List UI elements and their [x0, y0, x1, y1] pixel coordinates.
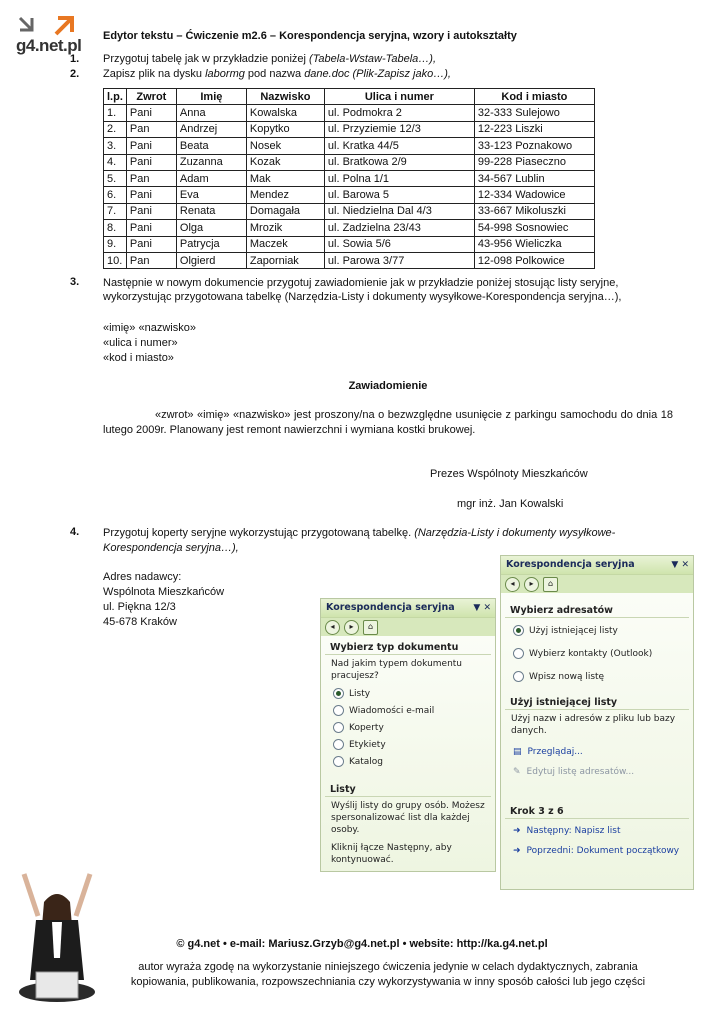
- col-header-ulica: Ulica i numer: [324, 89, 474, 105]
- sender-line-2: ul. Piękna 12/3: [103, 601, 176, 613]
- table-cell: Pani: [126, 203, 176, 219]
- table-cell: 1.: [104, 105, 127, 121]
- table-row: [104, 252, 595, 268]
- option-new-list[interactable]: Wpisz nową listę: [501, 668, 693, 685]
- step-3-number: 3.: [70, 276, 80, 288]
- pane-1-section-letters: Listy: [325, 778, 491, 797]
- footer-license: autor wyraża zgodę na wykorzystanie niniejszego ćwiczenia jedynie w celach dydaktycznych, zabrania kopiowania, publikowania, rozpowszechniania czy wykorzystywania w inny sposób całości lub jego części: [130, 961, 646, 988]
- forward-icon[interactable]: ▸: [524, 577, 539, 592]
- sender-label: Adres nadawcy:: [103, 571, 182, 583]
- table-row: [104, 170, 595, 186]
- pane-2-body: [501, 593, 693, 889]
- table-row: [104, 187, 595, 203]
- table-cell: 99-228 Piaseczno: [474, 154, 594, 170]
- table-cell: ul. Barowa 5: [324, 187, 474, 203]
- table-cell: ul. Niedzielna Dal 4/3: [324, 203, 474, 219]
- table-cell: 43-956 Wieliczka: [474, 236, 594, 252]
- col-header-zwrot: Zwrot: [126, 89, 176, 105]
- forward-icon[interactable]: ▸: [344, 620, 359, 635]
- table-cell: 33-123 Poznakowo: [474, 138, 594, 154]
- radio-icon[interactable]: [513, 648, 524, 659]
- table-cell: Domagała: [246, 203, 324, 219]
- table-cell: 12-098 Polkowice: [474, 252, 594, 268]
- arrow-right-icon: ➜: [513, 826, 521, 836]
- logo-text: g4.net.pl: [16, 36, 82, 55]
- table-cell: ul. Polna 1/1: [324, 170, 474, 186]
- back-icon[interactable]: ◂: [325, 620, 340, 635]
- pane-1-header: [321, 599, 495, 617]
- step-1-number: 1.: [70, 53, 80, 65]
- option-outlook-contacts[interactable]: Wybierz kontakty (Outlook): [501, 645, 693, 662]
- table-cell: Maczek: [246, 236, 324, 252]
- table-cell: Kozak: [246, 154, 324, 170]
- table-cell: Adam: [176, 170, 246, 186]
- table-cell: ul. Parowa 3/77: [324, 252, 474, 268]
- table-cell: 2.: [104, 121, 127, 137]
- table-row: [104, 203, 595, 219]
- pane-1-body: [321, 636, 495, 871]
- table-cell: Kowalska: [246, 105, 324, 121]
- table-cell: ul. Bratkowa 2/9: [324, 154, 474, 170]
- sender-line-3: 45-678 Kraków: [103, 616, 177, 628]
- table-cell: Zuzanna: [176, 154, 246, 170]
- table-cell: 9.: [104, 236, 127, 252]
- merge-field-street: «ulica i numer»: [103, 337, 178, 349]
- table-cell: 5.: [104, 170, 127, 186]
- table-cell: Patrycja: [176, 236, 246, 252]
- table-cell: Andrzej: [176, 121, 246, 137]
- table-cell: Pani: [126, 105, 176, 121]
- option-existing-list[interactable]: Użyj istniejącej listy: [501, 622, 693, 639]
- table-cell: 7.: [104, 203, 127, 219]
- home-icon[interactable]: ⌂: [543, 577, 558, 592]
- table-cell: ul. Kratka 44/5: [324, 138, 474, 154]
- pane-2-toolbar: [501, 574, 693, 593]
- merge-field-city: «kod i miasto»: [103, 352, 174, 364]
- pane-2-controls[interactable]: ▼ ✕: [671, 560, 689, 570]
- radio-icon[interactable]: [333, 756, 344, 767]
- col-header-kod: Kod i miasto: [474, 89, 594, 105]
- browse-link[interactable]: ▤ Przeglądaj...: [513, 747, 583, 757]
- table-cell: 32-333 Sulejowo: [474, 105, 594, 121]
- table-cell: 6.: [104, 187, 127, 203]
- table-icon: ▤: [513, 747, 522, 757]
- step-4-text: Przygotuj koperty seryjne wykorzystując przygotowaną tabelkę. (Narzędzia-Listy i dokumenty wysyłkowe-Korespondencja seryjna…),: [103, 527, 616, 554]
- table-header-row: [104, 89, 595, 105]
- arrow-left-icon: ➜: [513, 846, 521, 856]
- table-cell: 8.: [104, 220, 127, 236]
- table-cell: 10.: [104, 252, 127, 268]
- table-row: [104, 121, 595, 137]
- previous-step-link[interactable]: ➜ Poprzedni: Dokument początkowy: [513, 846, 680, 856]
- table-cell: Mendez: [246, 187, 324, 203]
- pane-2-step: Krok 3 z 6: [505, 800, 689, 819]
- address-table: [103, 88, 595, 269]
- table-cell: ul. Przyziemie 12/3: [324, 121, 474, 137]
- pane-1-controls[interactable]: ▼ ✕: [473, 603, 491, 613]
- table-cell: ul. Sowia 5/6: [324, 236, 474, 252]
- step-1-text: Przygotuj tabelę jak w przykładzie poniżej (Tabela-Wstaw-Tabela…),: [103, 53, 437, 65]
- notice-heading: Zawiadomienie: [348, 380, 428, 392]
- table-cell: Eva: [176, 187, 246, 203]
- table-cell: Anna: [176, 105, 246, 121]
- step-3-text: Następnie w nowym dokumencie przygotuj zawiadomienie jak w przykładzie poniżej stosując listy seryjne, wykorzystując przygotowana tabelkę (Narzędzia-Listy i dokumenty wysyłkowe-Korespondencja seryjna…),: [103, 277, 622, 303]
- mail-merge-pane-2: [500, 555, 694, 890]
- pane-1-title: Korespondencja seryjna: [326, 602, 455, 613]
- pane-2-section-existing: Użyj istniejącej listy: [505, 691, 689, 710]
- table-cell: Olgierd: [176, 252, 246, 268]
- radio-icon[interactable]: [513, 625, 524, 636]
- table-cell: ul. Podmokra 2: [324, 105, 474, 121]
- step-2-text: Zapisz plik na dysku labormg pod nazwa dane.doc (Plik-Zapisz jako…),: [103, 68, 451, 80]
- edit-icon: ✎: [513, 767, 521, 777]
- table-cell: Pan: [126, 121, 176, 137]
- radio-icon[interactable]: [333, 688, 344, 699]
- radio-icon[interactable]: [333, 705, 344, 716]
- table-cell: Pani: [126, 220, 176, 236]
- table-cell: Renata: [176, 203, 246, 219]
- signature-name: mgr inż. Jan Kowalski: [457, 498, 564, 510]
- pane-1-section-doctype: Wybierz typ dokumentu: [325, 636, 491, 655]
- radio-icon[interactable]: [333, 739, 344, 750]
- page-title: Edytor tekstu – Ćwiczenie m2.6 – Korespondencja seryjna, wzory i autokształty: [103, 30, 517, 42]
- table-cell: Kopytko: [246, 121, 324, 137]
- table-cell: 54-998 Sosnowiec: [474, 220, 594, 236]
- pane-1-toolbar: [321, 617, 495, 636]
- option-envelopes[interactable]: Koperty: [321, 719, 495, 736]
- table-row: [104, 220, 595, 236]
- radio-icon[interactable]: [513, 671, 524, 682]
- option-email[interactable]: Wiadomości e-mail: [321, 702, 495, 719]
- table-cell: ul. Zadzielna 23/43: [324, 220, 474, 236]
- table-cell: Pani: [126, 138, 176, 154]
- pane-2-header: [501, 556, 693, 574]
- pane-2-section-recipients: Wybierz adresatów: [505, 593, 689, 618]
- table-cell: Pan: [126, 252, 176, 268]
- table-cell: 33-667 Mikoluszki: [474, 203, 594, 219]
- table-cell: 12-334 Wadowice: [474, 187, 594, 203]
- table-cell: 34-567 Lublin: [474, 170, 594, 186]
- merge-field-name: «imię» «nazwisko»: [103, 322, 196, 334]
- notice-body: «zwrot» «imię» «nazwisko» jest proszony/na o bezwzględne usunięcie z parkingu samochodu do dnia 18 lutego 2009r. Planowany jest remont nawierzchni i wymiana kostki brukowej.: [103, 409, 673, 436]
- table-cell: 3.: [104, 138, 127, 154]
- step-4-number: 4.: [70, 526, 80, 538]
- home-icon[interactable]: ⌂: [363, 620, 378, 635]
- table-cell: Mak: [246, 170, 324, 186]
- next-step-link[interactable]: ➜ Następny: Napisz list: [513, 826, 621, 836]
- table-cell: Mrozik: [246, 220, 324, 236]
- edit-recipients-link[interactable]: ✎ Edytuj listę adresatów...: [513, 767, 635, 777]
- table-cell: Olga: [176, 220, 246, 236]
- col-header-nazwisko: Nazwisko: [246, 89, 324, 105]
- back-icon[interactable]: ◂: [505, 577, 520, 592]
- pane-1-desc-2: Kliknij łącze Następny, aby kontynuować.: [331, 843, 452, 865]
- sender-address: [103, 570, 224, 630]
- table-cell: Pani: [126, 187, 176, 203]
- footer-contact: © g4.net • e-mail: Mariusz.Grzyb@g4.net.pl • website: http://ka.g4.net.pl: [176, 938, 548, 950]
- table-row: [104, 154, 595, 170]
- table-cell: Zaporniak: [246, 252, 324, 268]
- col-header-lp: l.p.: [104, 89, 127, 105]
- table-row: [104, 138, 595, 154]
- signature-title: Prezes Wspólnoty Mieszkańców: [430, 468, 588, 480]
- table-cell: Pani: [126, 236, 176, 252]
- option-labels[interactable]: Etykiety: [321, 736, 495, 753]
- table-cell: Pani: [126, 154, 176, 170]
- table-row: [104, 236, 595, 252]
- sender-line-1: Wspólnota Mieszkańców: [103, 586, 225, 598]
- pane-2-title: Korespondencja seryjna: [506, 559, 635, 570]
- option-catalog[interactable]: Katalog: [321, 753, 495, 770]
- table-cell: 4.: [104, 154, 127, 170]
- table-cell: Beata: [176, 138, 246, 154]
- pane-2-desc: Użyj nazw i adresów z pliku lub bazy danych.: [511, 714, 676, 736]
- table-cell: Pan: [126, 170, 176, 186]
- table-cell: 12-223 Liszki: [474, 121, 594, 137]
- step-2-number: 2.: [70, 68, 80, 80]
- radio-icon[interactable]: [333, 722, 344, 733]
- table-cell: Nosek: [246, 138, 324, 154]
- pane-1-question: Nad jakim typem dokumentu pracujesz?: [331, 659, 463, 681]
- option-letters[interactable]: Listy: [321, 685, 495, 702]
- mail-merge-pane-1: [320, 598, 496, 872]
- table-row: [104, 105, 595, 121]
- col-header-imie: Imię: [176, 89, 246, 105]
- pane-1-desc-1: Wyślij listy do grupy osób. Możesz spersonalizować list dla każdej osoby.: [331, 801, 485, 835]
